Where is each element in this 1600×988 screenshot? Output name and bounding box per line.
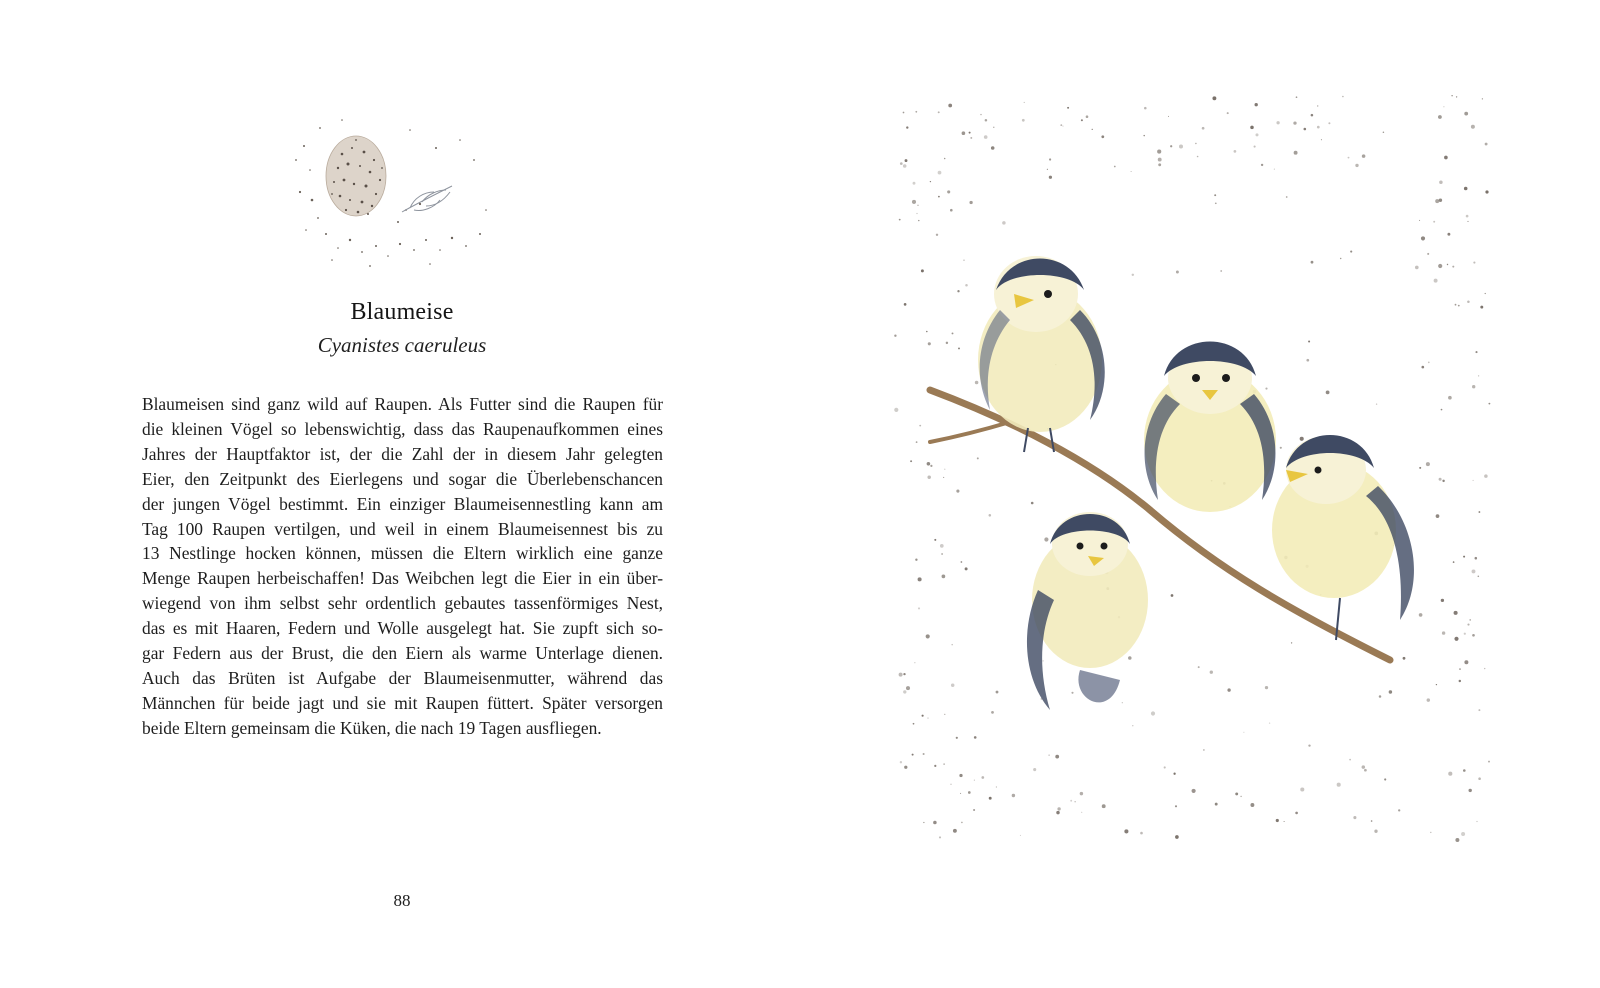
- bird-chick-1: [978, 256, 1105, 452]
- body-line: gar Federn aus der Brust, die den Eiern als warme Unterlage dienen.: [142, 643, 663, 664]
- body-line: Männchen für beide jagt und sie mit Raupen füttert. Später versorgen: [142, 692, 663, 713]
- bird-chick-3: [1027, 512, 1148, 710]
- egg-splatter: [295, 119, 487, 267]
- page-title: Blaumeise: [350, 299, 454, 325]
- body-paragraph: [142, 392, 663, 741]
- bird-chick-2: [1144, 342, 1276, 513]
- page-number: 88: [393, 891, 411, 910]
- body-line: das es mit Haaren, Federn und Wolle ausgelegt hat. Sie zupft sich so-: [142, 618, 663, 639]
- egg-shape: [326, 136, 386, 216]
- right-page: [800, 0, 1600, 988]
- body-line: Menge Raupen herbeischaffen! Das Weibchen legt die Eier in ein über-: [142, 568, 663, 589]
- body-line: beide Eltern gemeinsam die Küken, die nach 19 Tagen ausfliegen.: [142, 717, 602, 738]
- body-line: Eier, den Zeitpunkt des Eierlegens und sogar die Überlebenschancen: [142, 468, 663, 489]
- body-line: der jungen Vögel bestimmt. Ein einziger Blaumeisennestling kann am: [142, 493, 663, 514]
- body-line: wiegend von ihm selbst sehr ordentlich gebautes tassenförmiges Nest,: [142, 593, 663, 614]
- latin-name: Cyanistes caeruleus: [317, 333, 487, 357]
- species-heading: [142, 298, 662, 358]
- body-line: Auch das Brüten ist Aufgabe der Blaumeisenmutter, während das: [142, 667, 663, 688]
- body-line: Tag 100 Raupen vertilgen, und weil in einem Blaumeisennest bis zu: [142, 518, 663, 539]
- blue-tit-chicks-illustration: [890, 90, 1500, 850]
- body-line: die kleinen Vögel so lebenswichtig, dass das Raupenaufkommen eines: [142, 418, 663, 439]
- branch-twig: [930, 422, 1010, 442]
- egg-feather-illustration: [290, 100, 500, 275]
- body-line: Blaumeisen sind ganz wild auf Raupen. Als Futter sind die Raupen für: [142, 394, 663, 414]
- body-line: Jahres der Hauptfaktor ist, der die Zahl der in diesem Jahr gelegten: [142, 443, 663, 464]
- body-line: 13 Nestlinge hocken können, müssen die Eltern wirklich eine ganze: [142, 543, 663, 564]
- feather-drawing: [402, 186, 452, 212]
